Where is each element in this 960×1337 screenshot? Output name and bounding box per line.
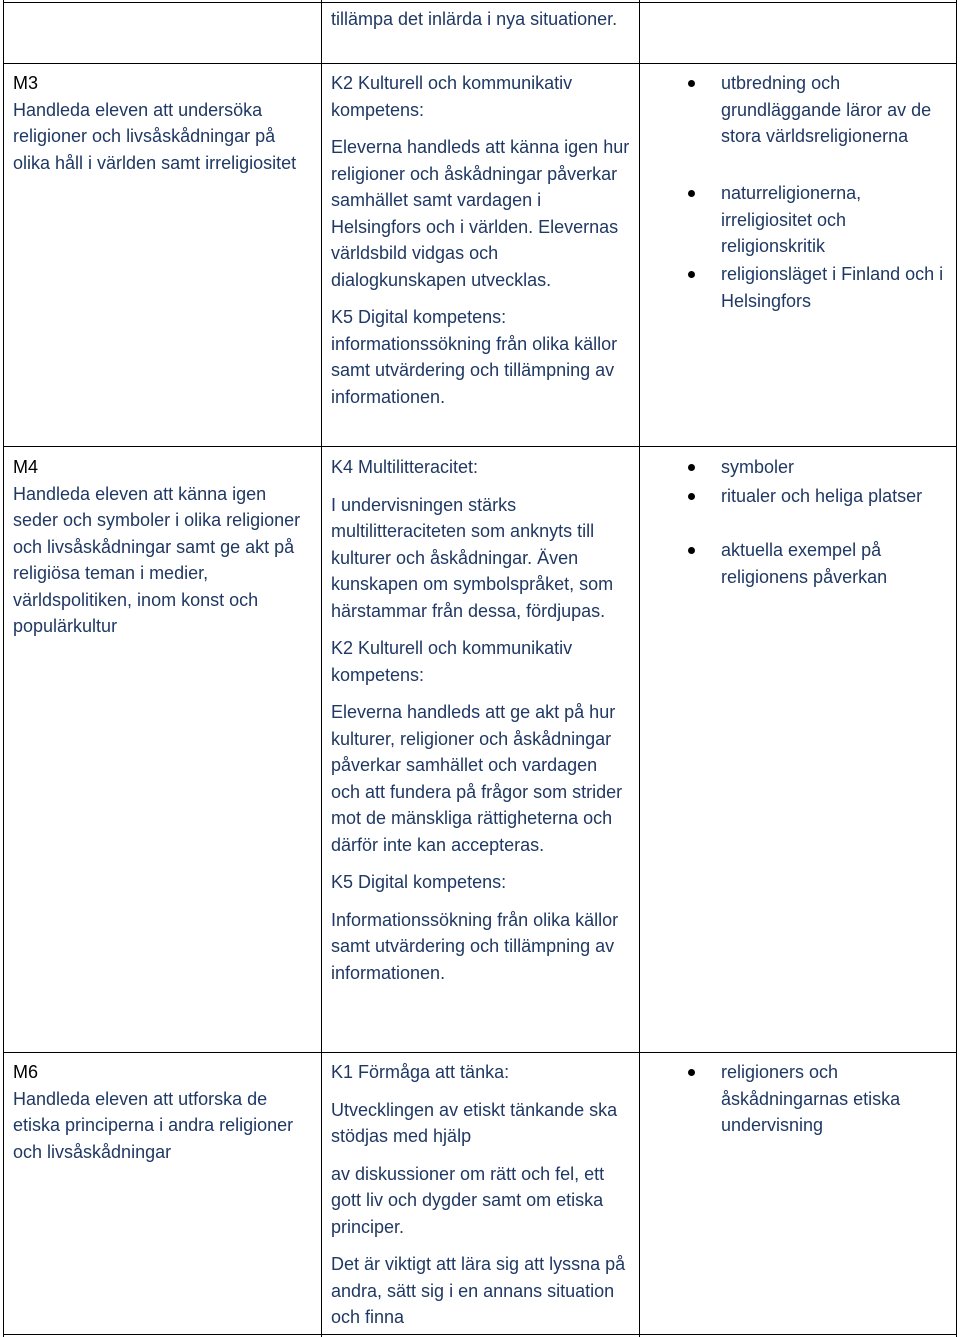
competence-title: K5 Digital kompetens: [331, 307, 507, 327]
objective-text: Handleda eleven att känna igen seder och symboler i olika religioner och livsåskådningar samt ge akt på religiösa teman i medier, världspolitiken, inom konst och populärkultur [13, 483, 301, 636]
bullet-icon [688, 80, 695, 87]
competence-text: av diskussioner om rätt och fel, ett gott liv och dygder samt om etiska principer. [331, 1163, 605, 1237]
competence-text: Eleverna handleds att känna igen hur religioner och åskådningar påverkar samhället samt vardagen i Helsingfors och i världen. Elevernas världsbild vidgas och dialogkunskapen utvecklas. [331, 137, 630, 290]
competence-text: Det är viktigt att lära sig att lyssna på andra, sätt sig i en annans situation och finna [331, 1254, 626, 1327]
objective-cell-m6 [13, 1059, 313, 1165]
competence-text: Informationssökning från olika källor samt utvärdering och tillämpning av informationen. [331, 909, 619, 983]
row-divider-m3 [3, 63, 957, 64]
objective-id: M4 [13, 457, 39, 477]
column-divider-2 [639, 0, 640, 1337]
content-item: religioners och åskådningarnas etiska undervisning [721, 1059, 951, 1139]
row-divider-bottom [3, 1334, 957, 1335]
content-item: ritualer och heliga platser [721, 483, 951, 510]
objective-text: Handleda eleven att undersöka religioner och livsåskådningar på olika håll i världen samt irreligiositet [13, 99, 297, 173]
objective-id: M3 [13, 73, 39, 93]
bullet-icon [688, 190, 695, 197]
competence-title: K4 Multilitteracitet: [331, 457, 479, 477]
competence-title: K5 Digital kompetens: [331, 872, 507, 892]
content-item: utbredning och grundläggande läror av de stora världsreligionerna [721, 70, 951, 150]
competence-text: informationssökning från olika källor samt utvärdering och tillämpning av informationen. [331, 333, 618, 407]
content-item: religionsläget i Finland och i Helsingfors [721, 261, 951, 314]
row-divider-top [3, 2, 957, 3]
content-item: symboler [721, 454, 951, 481]
competence-cell-m3 [331, 70, 631, 410]
objective-text: Handleda eleven att utforska de etiska principerna i andra religioner och livsåskådningar [13, 1088, 294, 1162]
bullet-icon [688, 493, 695, 500]
bullet-icon [688, 271, 695, 278]
competence-text: I undervisningen stärks multilitteraciteten som anknyts till kulturer och åskådningar. Även kunskapen om symbolspråket, som härstammar från dessa, fördjupas. [331, 494, 614, 621]
objective-cell-m4 [13, 454, 313, 640]
competence-text: Eleverna handleds att ge akt på hur kulturer, religioner och åskådningar påverkar samhället och vardagen och att fundera på frågor som strider mot de mänskliga rättigheterna och därför inte kan accepteras. [331, 702, 623, 855]
objective-id: M6 [13, 1062, 39, 1082]
competence-cell-m4 [331, 454, 631, 986]
competence-title: K2 Kulturell och kommunikativ kompetens: [331, 638, 573, 685]
table-border-right [956, 0, 957, 1337]
competence-title: K2 Kulturell och kommunikativ kompetens: [331, 73, 573, 120]
column-divider-1 [321, 0, 322, 1337]
bullet-icon [688, 464, 695, 471]
content-item: naturreligionerna, irreligiositet och religionskritik [721, 180, 951, 260]
objective-cell-m3 [13, 70, 313, 176]
bullet-icon [688, 1069, 695, 1076]
continuation-text: tillämpa det inlärda i nya situationer. [331, 9, 618, 29]
bullet-icon [688, 547, 695, 554]
competence-cell-m6 [331, 1059, 631, 1331]
row-divider-m6 [3, 1052, 957, 1053]
competence-text: Utvecklingen av etiskt tänkande ska stödjas med hjälp [331, 1099, 618, 1146]
competence-title: K1 Förmåga att tänka: [331, 1062, 510, 1082]
table-border-left [3, 0, 4, 1337]
content-item: aktuella exempel på religionens påverkan [721, 537, 951, 590]
row-divider-m4 [3, 446, 957, 447]
